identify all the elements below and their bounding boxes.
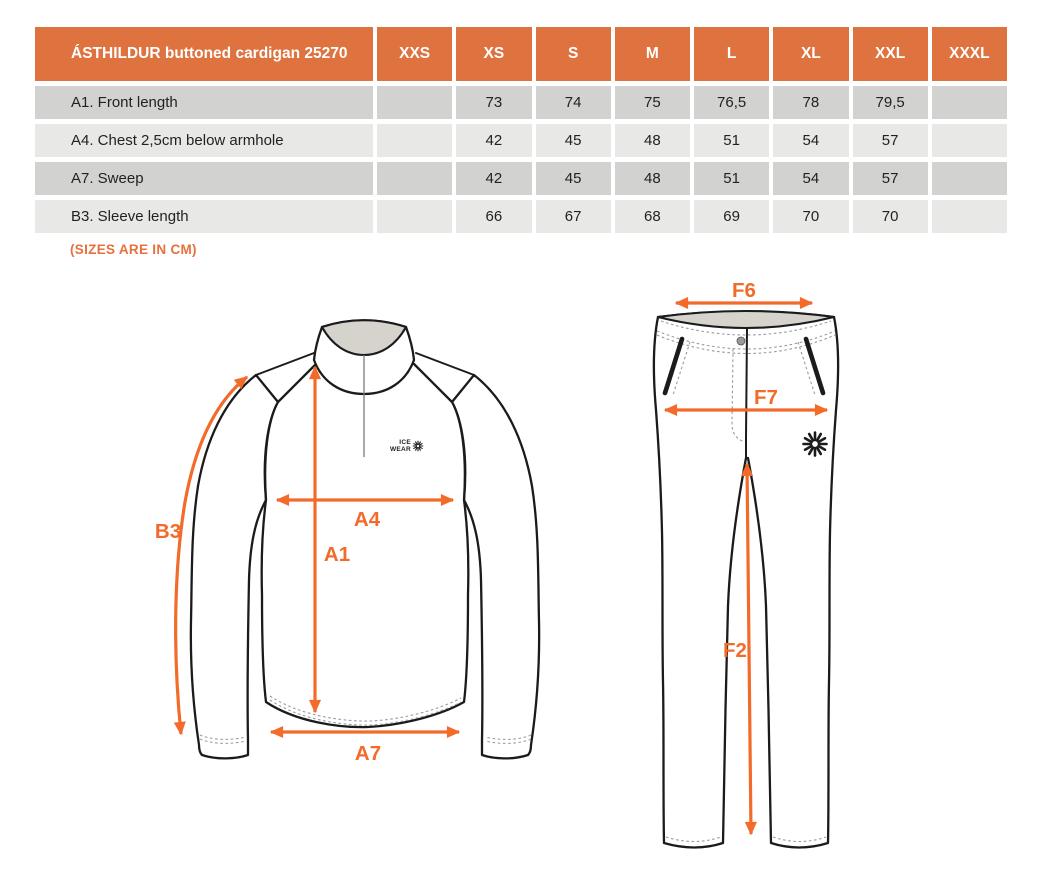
size-value-cell: 54 [773,162,848,195]
size-value-cell: 68 [615,200,690,233]
table-header-size-m: M [615,27,690,81]
size-value-cell: 51 [694,124,769,157]
table-header-size-l: L [694,27,769,81]
size-value-cell: 66 [456,200,531,233]
b3-label: B3 [154,520,182,543]
size-value-cell: 70 [773,200,848,233]
waist-button [737,337,745,345]
table-header-size-xl: XL [773,27,848,81]
size-value-cell: 74 [536,86,611,119]
size-value-cell: 75 [615,86,690,119]
a4-label: A4 [353,508,381,531]
a1-label: A1 [323,543,351,566]
size-value-cell: 69 [694,200,769,233]
row-label-sleeve-length: B3. Sleeve length [35,200,373,233]
size-value-cell: 48 [615,124,690,157]
size-value-cell: 48 [615,162,690,195]
left-shoulder-seam [256,353,314,375]
size-value-cell: 54 [773,124,848,157]
size-value-cell: 73 [456,86,531,119]
right-shoulder-seam [416,353,474,375]
a7-label: A7 [354,742,382,765]
size-value-cell: 45 [536,124,611,157]
units-note: (SIZES ARE IN CM) [70,242,197,257]
size-value-cell: 51 [694,162,769,195]
size-value-cell: 45 [536,162,611,195]
pants-diagram [654,279,838,848]
table-header-size-xs: XS [456,27,531,81]
center-front-seam [746,329,747,457]
size-value-cell: 76,5 [694,86,769,119]
logo-text-line2: WEAR [389,446,411,453]
table-header-product: ÁSTHILDUR buttoned cardigan 25270 [35,27,373,81]
row-label-sweep: A7. Sweep [35,162,373,195]
size-value-cell: 42 [456,162,531,195]
f6-label: F6 [732,279,756,302]
table-header-size-xxs: XXS [377,27,452,81]
f2-label: F2 [723,639,747,662]
table-header-size-xxxl: XXXL [932,27,1007,81]
sweater-diagram [155,320,539,765]
logo-text-line1: ICE [399,439,411,446]
size-value-cell: 42 [456,124,531,157]
f7-label: F7 [754,386,778,409]
row-label-chest: A4. Chest 2,5cm below armhole [35,124,373,157]
size-value-cell: 57 [853,124,928,157]
row-label-front-length: A1. Front length [35,86,373,119]
size-value-cell: 70 [853,200,928,233]
size-value-cell: 79,5 [853,86,928,119]
table-header-size-s: S [536,27,611,81]
sweater-body [262,354,469,727]
table-header-size-xxl: XXL [853,27,928,81]
size-value-cell: 57 [853,162,928,195]
size-value-cell: 78 [773,86,848,119]
f2-inseam-arrow [747,464,751,834]
size-value-cell: 67 [536,200,611,233]
